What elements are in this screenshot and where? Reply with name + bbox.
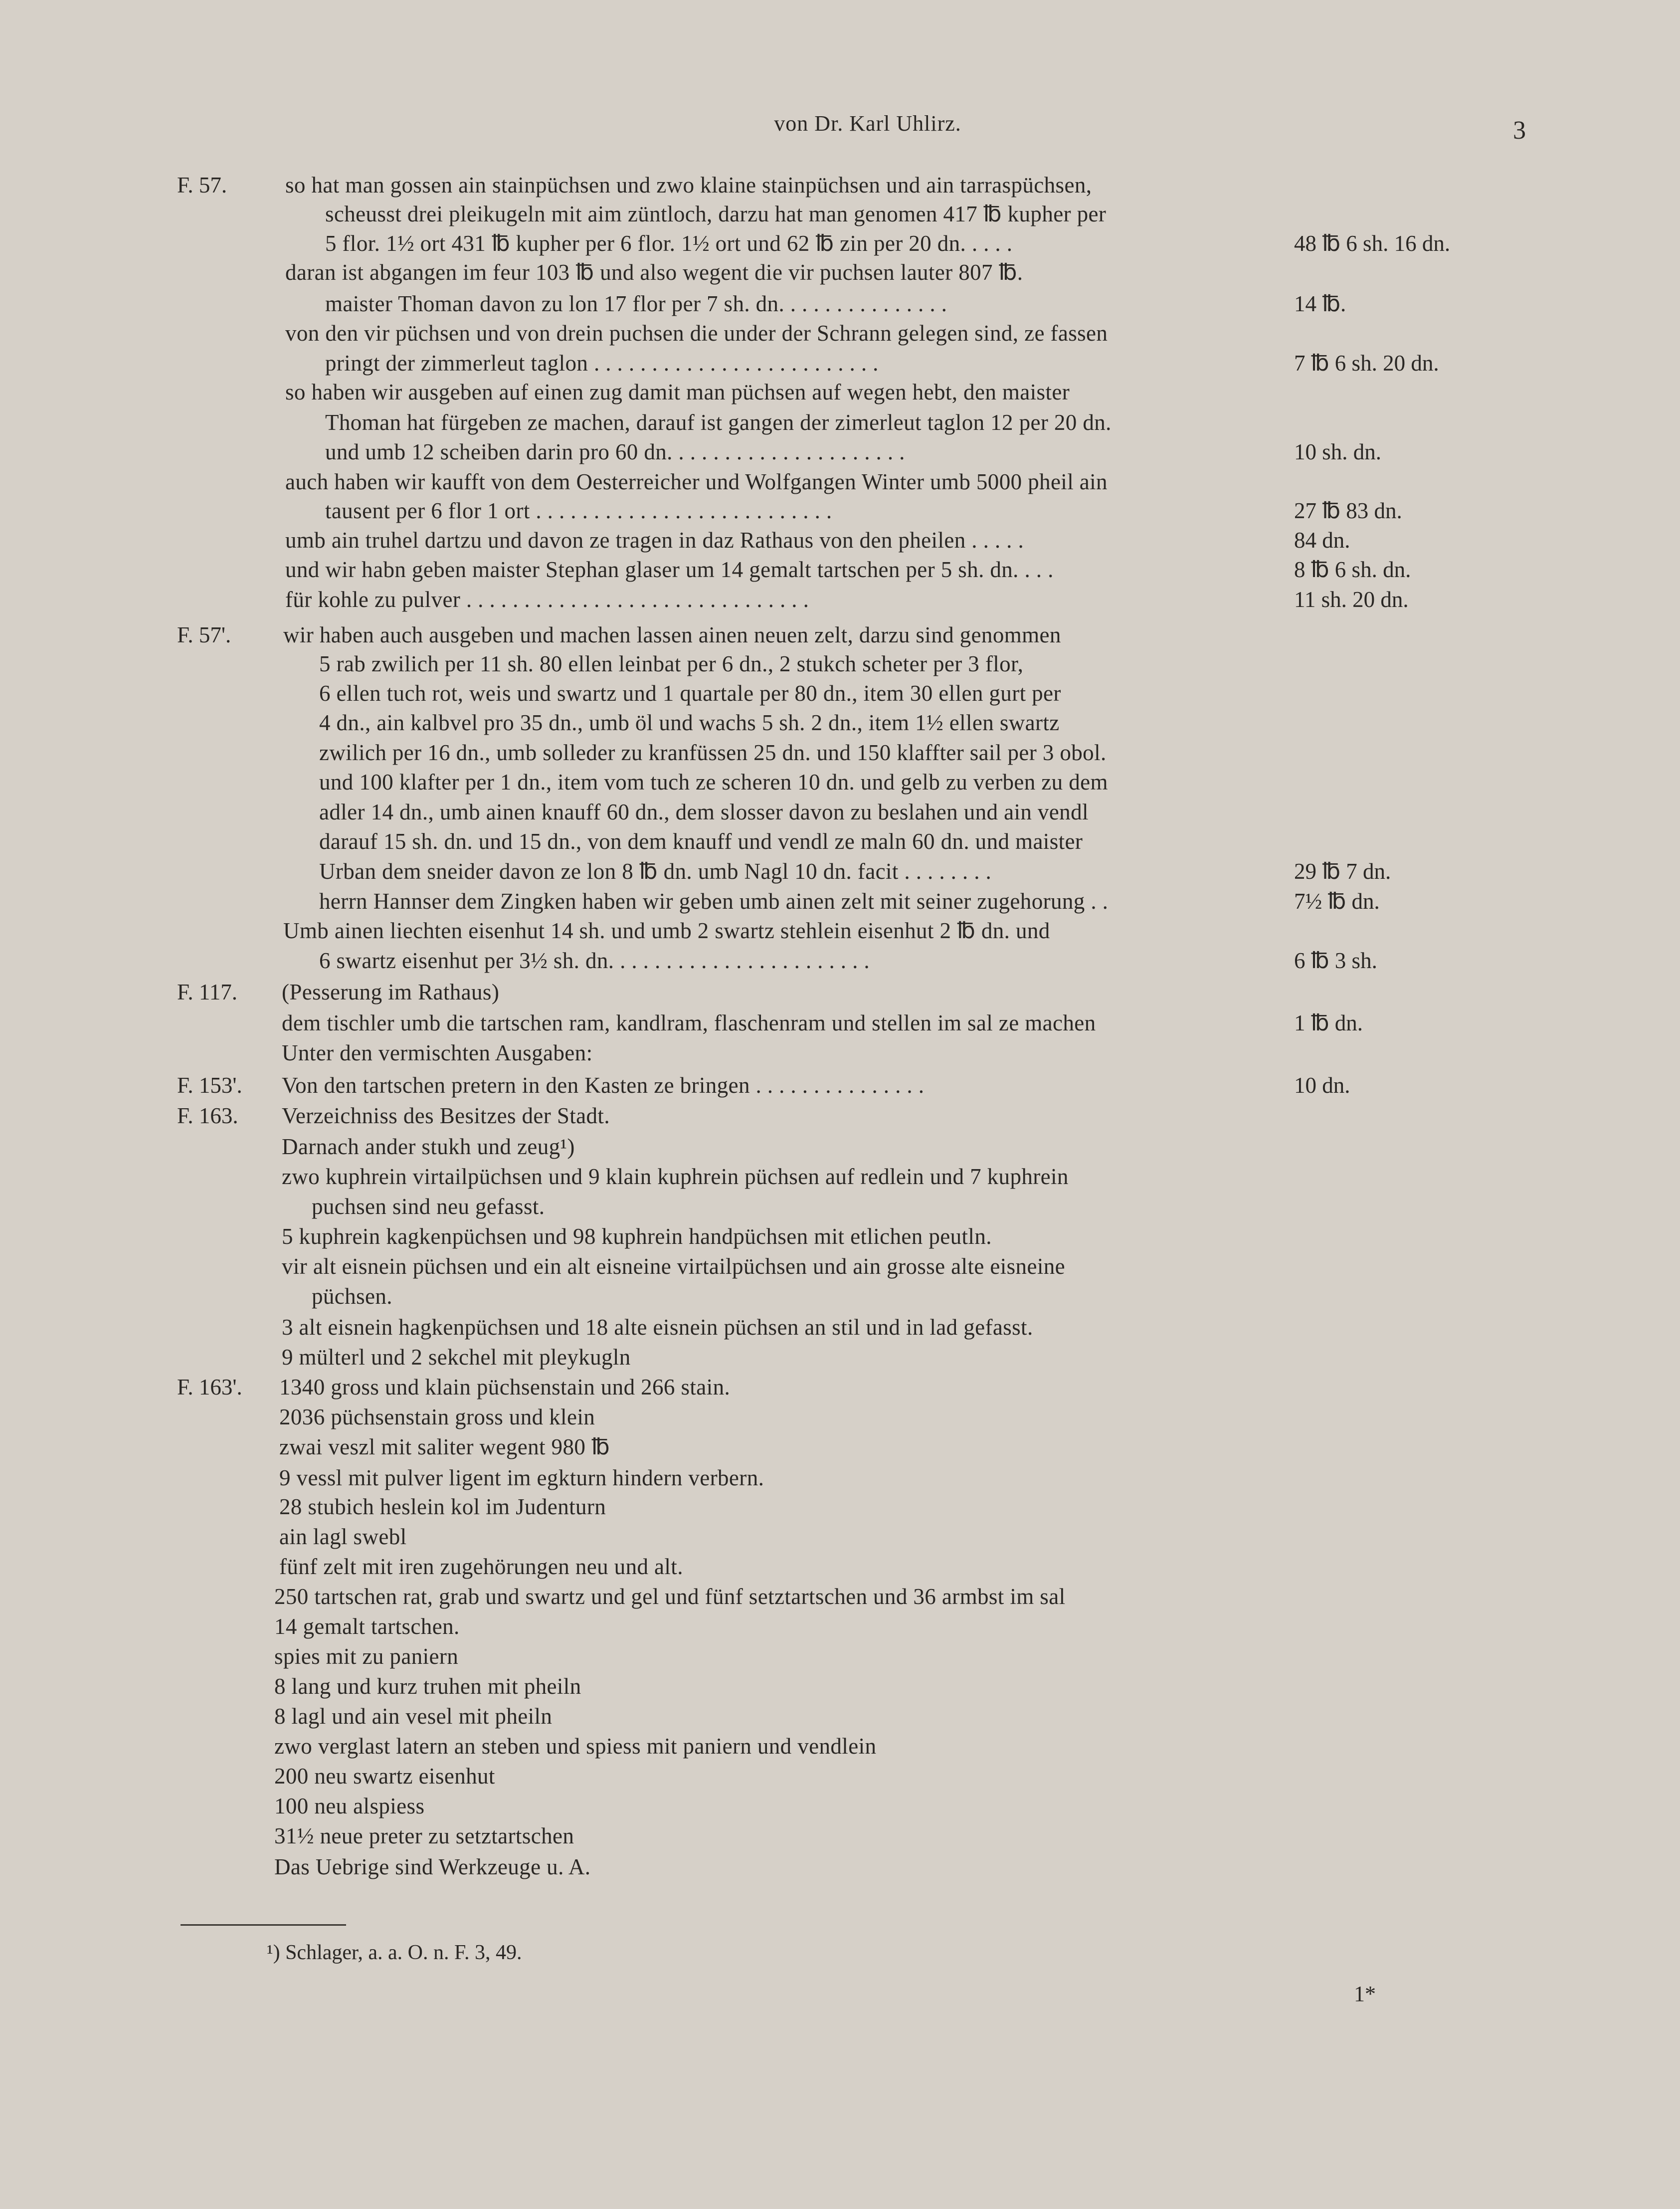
text-line: von den vir püchsen und von drein puchsen die under der Schrann gelegen sind, ze fassen: [285, 321, 1108, 346]
text-line: zwo kuphrein virtailpüchsen und 9 klain kuphrein püchsen auf redlein und 7 kuphrein: [282, 1164, 1069, 1189]
text-line: ain lagl swebl: [279, 1524, 407, 1549]
text-line: 3 alt eisnein hagkenpüchsen und 18 alte eisnein püchsen an stil und in lad gefasst.: [282, 1315, 1033, 1340]
text-line: Darnach ander stukh und zeug¹): [282, 1134, 575, 1159]
text-line: Das Uebrige sind Werkzeuge u. A.: [274, 1854, 591, 1879]
text-line: 8 lang und kurz truhen mit pheiln: [274, 1674, 581, 1699]
text-line: 5 flor. 1½ ort 431 ℔ kupher per 6 flor. 1½ ort und 62 ℔ zin per 20 dn. . . . .: [325, 231, 1013, 256]
text-line: daran ist abgangen im feur 103 ℔ und also wegent die vir puchsen lauter 807 ℔.: [285, 260, 1023, 285]
text-line: darauf 15 sh. dn. und 15 dn., von dem knauff und vendl ze maln 60 dn. und maister: [319, 829, 1083, 854]
text-line: 9 vessl mit pulver ligent im egkturn hindern verbern.: [279, 1465, 764, 1490]
text-line: für kohle zu pulver . . . . . . . . . . . . . . . . . . . . . . . . . . . . . .: [285, 587, 809, 612]
text-line: dem tischler umb die tartschen ram, kandlram, flaschenram und stellen im sal ze machen: [282, 1010, 1096, 1035]
text-line: maister Thoman davon zu lon 17 flor per 7 sh. dn. . . . . . . . . . . . . . .: [325, 291, 947, 316]
amount: 11 sh. 20 dn.: [1294, 587, 1409, 612]
text-line: puchsen sind neu gefasst.: [312, 1194, 545, 1219]
text-line: scheusst drei pleikugeln mit aim züntloch, darzu hat man genomen 417 ℔ kupher per: [325, 201, 1107, 226]
amount: 48 ℔ 6 sh. 16 dn.: [1294, 231, 1451, 256]
signature-mark: 1*: [1354, 1982, 1376, 2006]
footnote: ¹) Schlager, a. a. O. n. F. 3, 49.: [267, 1941, 522, 1964]
amount: 8 ℔ 6 sh. dn.: [1294, 557, 1411, 582]
text-line: 5 kuphrein kagkenpüchsen und 98 kuphrein handpüchsen mit etlichen peutln.: [282, 1224, 992, 1249]
amount: 7½ ℔ dn.: [1294, 889, 1380, 914]
text-line: und umb 12 scheiben darin pro 60 dn. . . . . . . . . . . . . . . . . . . . .: [325, 439, 905, 464]
text-line: Von den tartschen pretern in den Kasten ze bringen . . . . . . . . . . . . . . .: [282, 1073, 925, 1098]
text-line: pringt der zimmerleut taglon . . . . . . . . . . . . . . . . . . . . . . . . .: [325, 351, 879, 376]
folio-reference: F. 57'.: [177, 622, 231, 647]
page-number: 3: [1513, 116, 1526, 145]
amount: 29 ℔ 7 dn.: [1294, 859, 1391, 884]
text-line: fünf zelt mit iren zugehörungen neu und alt.: [279, 1554, 683, 1579]
amount: 10 dn.: [1294, 1073, 1350, 1098]
text-line: 9 mülterl und 2 sekchel mit pleykugln: [282, 1345, 631, 1370]
text-line: und wir habn geben maister Stephan glaser um 14 gemalt tartschen per 5 sh. dn. . . .: [285, 557, 1054, 582]
text-line: 250 tartschen rat, grab und swartz und gel und fünf setztartschen und 36 armbst im sal: [274, 1584, 1066, 1609]
amount: 7 ℔ 6 sh. 20 dn.: [1294, 351, 1439, 376]
text-line: (Pesserung im Rathaus): [282, 980, 500, 1004]
folio-reference: F. 57.: [177, 173, 227, 198]
text-line: 5 rab zwilich per 11 sh. 80 ellen leinbat per 6 dn., 2 stukch scheter per 3 flor,: [319, 651, 1024, 676]
text-line: zwo verglast latern an steben und spiess mit paniern und vendlein: [274, 1734, 877, 1759]
running-title: von Dr. Karl Uhlirz.: [774, 111, 961, 136]
folio-reference: F. 163'.: [177, 1375, 242, 1400]
text-line: herrn Hannser dem Zingken haben wir geben umb ainen zelt mit seiner zugehorung . .: [319, 889, 1109, 914]
text-line: spies mit zu paniern: [274, 1644, 459, 1669]
text-line: 6 swartz eisenhut per 3½ sh. dn. . . . . . . . . . . . . . . . . . . . . . .: [319, 948, 870, 973]
text-line: zwai veszl mit saliter wegent 980 ℔: [279, 1434, 610, 1459]
text-line: Thoman hat fürgeben ze machen, darauf ist gangen der zimerleut taglon 12 per 20 dn.: [325, 410, 1112, 435]
text-line: Umb ainen liechten eisenhut 14 sh. und umb 2 swartz stehlein eisenhut 2 ℔ dn. und: [283, 918, 1050, 943]
text-line: umb ain truhel dartzu und davon ze tragen in daz Rathaus von den pheilen . . . . .: [285, 528, 1024, 553]
text-line: 100 neu alspiess: [274, 1794, 425, 1818]
text-line: 6 ellen tuch rot, weis und swartz und 1 quartale per 80 dn., item 30 ellen gurt per: [319, 681, 1061, 706]
text-line: so haben wir ausgeben auf einen zug damit man püchsen auf wegen hebt, den maister: [285, 380, 1070, 404]
text-line: Urban dem sneider davon ze lon 8 ℔ dn. umb Nagl 10 dn. facit . . . . . . . .: [319, 859, 992, 884]
text-line: adler 14 dn., umb ainen knauff 60 dn., dem slosser davon zu beslahen und ain vendl: [319, 800, 1089, 824]
text-line: püchsen.: [312, 1284, 392, 1309]
text-line: 31½ neue preter zu setztartschen: [274, 1823, 574, 1848]
text-line: zwilich per 16 dn., umb solleder zu kranfüssen 25 dn. und 150 klaffter sail per 3 obol.: [319, 740, 1107, 765]
text-line: und 100 klafter per 1 dn., item vom tuch ze scheren 10 dn. und gelb zu verben zu dem: [319, 770, 1108, 795]
text-line: Verzeichniss des Besitzes der Stadt.: [282, 1103, 610, 1128]
text-line: auch haben wir kaufft von dem Oesterreicher und Wolfgangen Winter umb 5000 pheil ain: [285, 469, 1108, 494]
amount: 6 ℔ 3 sh.: [1294, 948, 1377, 973]
text-line: 14 gemalt tartschen.: [274, 1614, 460, 1639]
folio-reference: F. 117.: [177, 980, 238, 1004]
footnote-divider: [181, 1924, 346, 1926]
text-line: 2036 püchsenstain gross und klein: [279, 1405, 595, 1429]
text-line: Unter den vermischten Ausgaben:: [282, 1040, 593, 1065]
text-line: 8 lagl und ain vesel mit pheiln: [274, 1704, 553, 1729]
amount: 10 sh. dn.: [1294, 439, 1382, 464]
folio-reference: F. 153'.: [177, 1073, 242, 1098]
amount: 14 ℔.: [1294, 291, 1346, 316]
folio-reference: F. 163.: [177, 1103, 238, 1128]
amount: 27 ℔ 83 dn.: [1294, 498, 1402, 523]
amount: 84 dn.: [1294, 528, 1350, 553]
text-line: 4 dn., ain kalbvel pro 35 dn., umb öl und wachs 5 sh. 2 dn., item 1½ ellen swartz: [319, 710, 1060, 735]
text-line: 1340 gross und klain püchsenstain und 266 stain.: [279, 1375, 731, 1400]
amount: 1 ℔ dn.: [1294, 1010, 1363, 1035]
text-line: wir haben auch ausgeben und machen lassen ainen neuen zelt, darzu sind genommen: [283, 622, 1061, 647]
text-line: 28 stubich heslein kol im Judenturn: [279, 1494, 606, 1519]
text-line: vir alt eisnein püchsen und ein alt eisneine virtailpüchsen und ain grosse alte eisneine: [282, 1254, 1066, 1279]
text-line: 200 neu swartz eisenhut: [274, 1764, 495, 1789]
text-line: tausent per 6 flor 1 ort . . . . . . . . . . . . . . . . . . . . . . . . . .: [325, 498, 832, 523]
text-line: so hat man gossen ain stainpüchsen und zwo klaine stainpüchsen und ain tarraspüchsen,: [285, 173, 1092, 198]
